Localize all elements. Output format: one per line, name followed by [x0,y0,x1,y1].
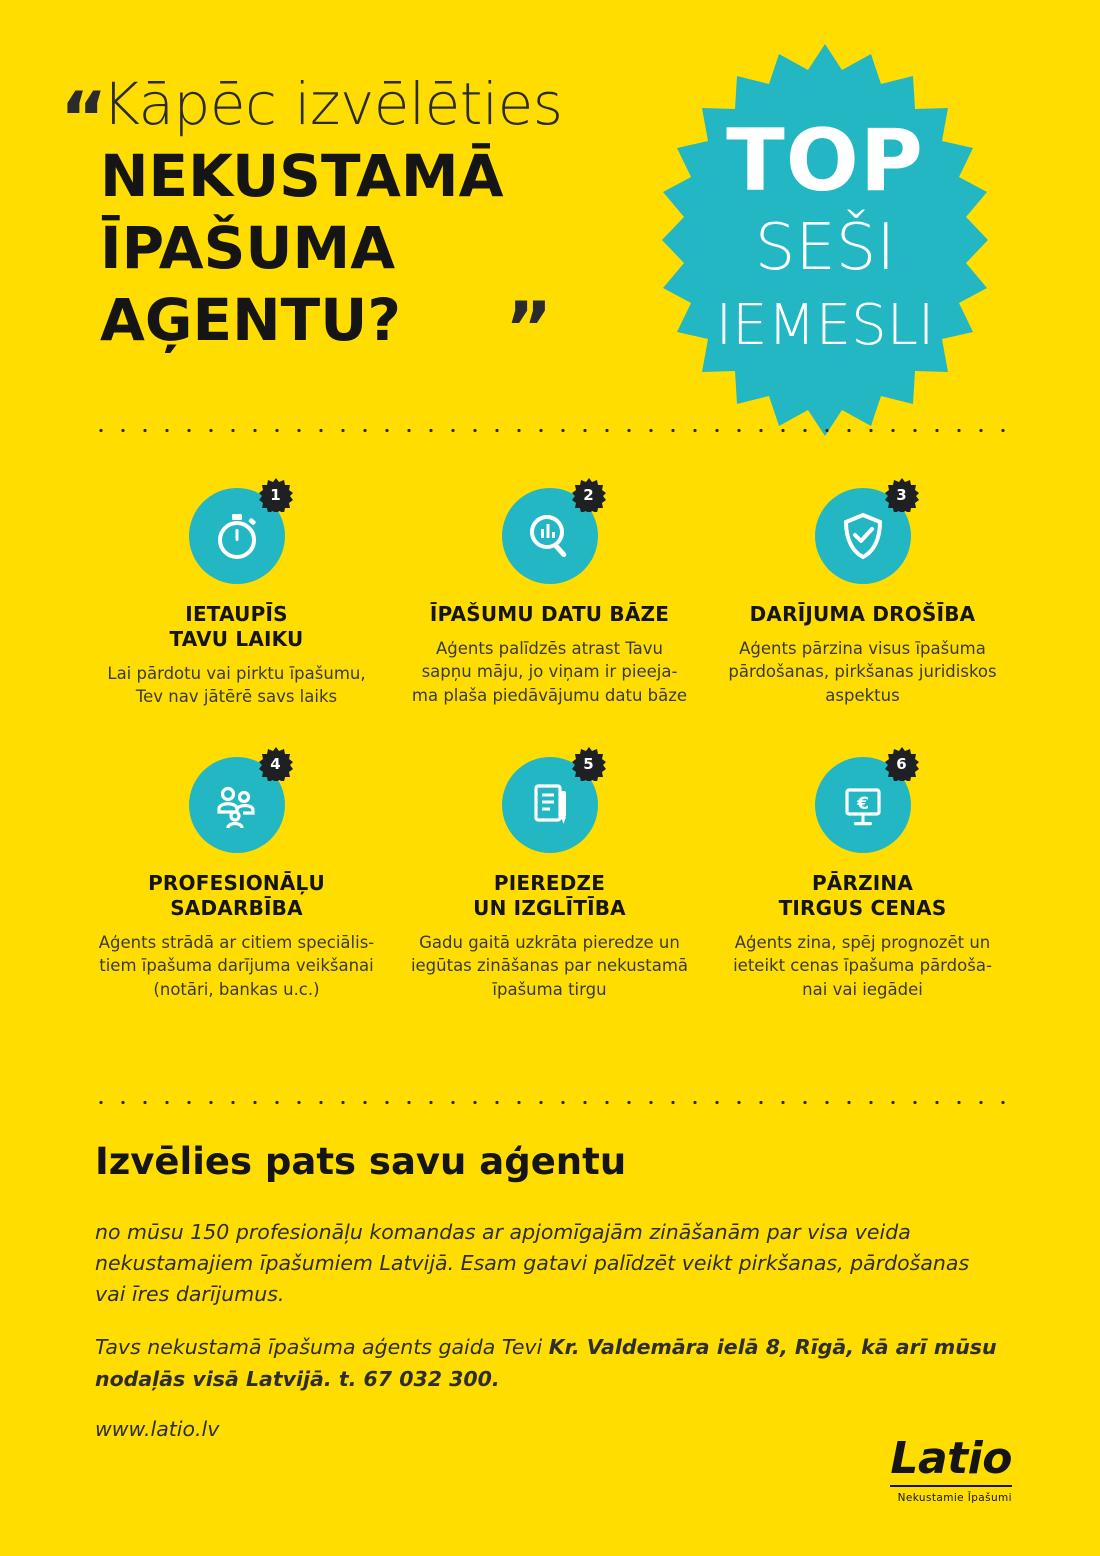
reason-6-number-badge [885,747,919,781]
headline-line-1: Kāpēc izvēlēties [102,70,563,138]
headline-line-2: NEKUSTAMĀ [100,142,504,210]
badge-middle-label: SEŠI [754,211,896,285]
footer-website-link[interactable]: www.latio.lv [95,1416,220,1441]
reason-6-title [706,871,1019,921]
reason-5-number-badge [572,747,606,781]
badge-bottom-label: IEMESLI [715,293,935,358]
footer-title: Izvēlies pats savu aģentu [95,1140,627,1183]
euro-sign-icon [837,779,889,831]
reason-card-2 [393,488,706,709]
reason-4-description: Aģents strādā ar citiem speciālis-tiem īpašuma darījuma veikšanai (notāri, bankas u.c.) [98,932,375,999]
reasons-row-2 [80,754,1020,1001]
document-pen-icon [524,779,576,831]
headline-line-4: AĢENTU? [100,286,401,354]
reason-3-title [706,602,1019,627]
latio-logo [890,1433,1012,1504]
reason-3-number-badge [885,478,919,512]
footer-paragraph-2 [95,1332,1005,1394]
reasons-row-1 [80,488,1020,709]
reason-1-description: Lai pārdotu vai pirktu īpašumu, Tev nav jātērē savs laiks [107,664,366,707]
reason-2-description: Aģents palīdzēs atrast Tavu sapņu māju, jo viņam ir pieeja-ma plaša piedāvājumu datu bāze [411,639,688,705]
reason-2-number: 2 [583,486,594,504]
reason-5-number: 5 [583,754,594,773]
header-section [0,0,1100,430]
quote-open-mark: “ [60,76,108,160]
reason-4-title [80,871,393,921]
footer-address: Kr. Valdemāra ielā 8, Rīgā, kā arī mūsu nodaļās visā Latvijā. t. 67 032 300. [95,1335,997,1391]
reason-2-title [393,602,706,627]
footer-section [95,1140,1005,1441]
reason-1-number-badge [259,478,293,512]
svg-text:€: € [856,793,869,814]
top-six-reasons-badge [625,40,1025,440]
reason-4-icon-wrap [189,754,285,853]
quote-close-mark: ” [505,286,553,370]
reason-1-title [80,602,393,652]
reason-card-4 [80,754,393,1001]
magnifier-chart-icon [524,510,576,562]
footer-paragraph-2-lead: Tavs nekustamā īpašuma aģents gaida Tevi [95,1335,549,1360]
divider-top [90,428,1010,433]
reason-3-number: 3 [896,486,907,504]
reason-2-number-badge [572,478,606,512]
headline-line-3: ĪPAŠUMA [100,214,396,282]
reason-2-title-line-1: ĪPAŠUMU DATU BĀZE [429,602,670,626]
reason-6-description: Aģents zina, spēj prognozēt un ieteikt cenas īpašuma pārdoša-nai vai iegādei [733,932,992,999]
logo-tagline: Nekustamie Īpašumi [897,1492,1012,1504]
reason-1-title-line-1: IETAUPĪS [185,602,288,626]
reason-2-icon-wrap [502,488,598,584]
shield-check-icon [837,510,889,562]
reason-3-icon-wrap [815,488,911,584]
reason-6-icon-wrap [815,754,911,853]
reason-6-title-line-1: PĀRZINA [811,870,914,895]
reason-6-title-line-2: TIRGUS CENAS [778,895,947,920]
starburst-shape-icon [625,40,1025,440]
reason-4-number: 4 [270,754,281,773]
badge-top-label: TOP [726,111,924,211]
reason-card-1 [80,488,393,709]
reasons-grid [80,488,1020,1001]
reason-5-icon-wrap [502,754,598,853]
reason-3-title-line-1: DARĪJUMA DROŠĪBA [749,602,976,626]
reason-card-6 [706,754,1019,1001]
reason-5-title-line-2: UN IZGLĪTĪBA [473,895,626,920]
reason-5-title [393,871,706,921]
reason-4-number-badge [259,747,293,781]
reason-card-5 [393,754,706,1001]
divider-bottom [90,1100,1010,1105]
logo-wordmark: Latio [890,1433,1012,1484]
reason-3-description: Aģents pārzina visus īpašuma pārdošanas, pirkšanas juridiskos aspektus [728,639,997,705]
reason-4-title-line-1: PROFESIONĀĻU [148,870,325,895]
people-group-icon [211,779,263,831]
logo-divider [890,1485,1012,1487]
reason-1-icon-wrap [189,488,285,584]
reason-1-number: 1 [270,486,281,504]
reason-card-3 [706,488,1019,709]
reason-6-number: 6 [896,754,907,773]
reason-5-title-line-1: PIEREDZE [493,870,606,895]
reason-5-description: Gadu gaitā uzkrāta pieredze un iegūtas zināšanas par nekustamā īpašuma tirgu [410,932,689,999]
stopwatch-icon [211,510,263,562]
footer-paragraph-1: no mūsu 150 profesionāļu komandas ar apjomīgajām zināšanām par visa veida nekustamajiem īpašumiem Latvijā. Esam gatavi palīdzēt veikt pirkšanas, pārdošanas vai īres darījumus. [95,1220,970,1307]
reason-4-title-line-2: SADARBĪBA [170,895,303,920]
reason-1-title-line-2: TAVU LAIKU [169,627,304,651]
